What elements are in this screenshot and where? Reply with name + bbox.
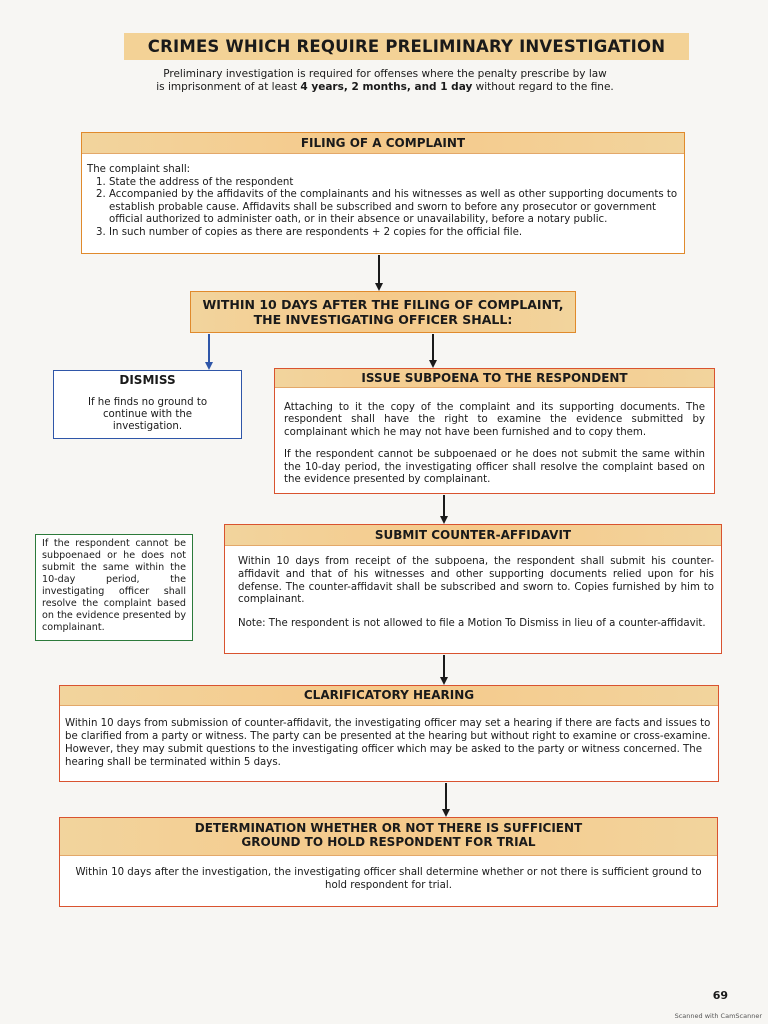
hearing-header: CLARIFICATORY HEARING [60, 686, 718, 706]
intro-line-2-bold: 4 years, 2 months, and 1 day [300, 81, 473, 93]
side-note-box: If the respondent cannot be subpoenaed or he does not submit the same within the 10-day period, the investigating officer shall resolve the complaint based on the evidence presented by complainant. [35, 534, 193, 641]
scanner-watermark: Scanned with CamScanner [674, 1012, 762, 1020]
determination-header-line-1: DETERMINATION WHETHER OR NOT THERE IS SUFFICIENT [194, 821, 583, 835]
page-title: CRIMES WHICH REQUIRE PRELIMINARY INVESTIGATION [124, 33, 689, 60]
subpoena-header: ISSUE SUBPOENA TO THE RESPONDENT [275, 369, 714, 388]
counter-p2: Note: The respondent is not allowed to file a Motion To Dismiss in lieu of a counter-affidavit. [238, 618, 706, 630]
within-box [190, 291, 576, 333]
within-line-2: THE INVESTIGATING OFFICER SHALL: [253, 312, 513, 327]
filing-header: FILING OF A COMPLAINT [82, 133, 684, 154]
subpoena-p1: Attaching to it the copy of the complaint and its supporting documents. The respondent shall have the right to examine the evidence submitted by complainant which he may not have been furnished and to copy them. [284, 402, 705, 438]
counter-header: SUBMIT COUNTER-AFFIDAVIT [225, 525, 721, 546]
filing-lead: The complaint shall: [87, 164, 191, 175]
filing-box [81, 132, 685, 254]
determination-text: Within 10 days after the investigation, the investigating officer shall determine whether or not there is sufficient ground to hold respondent for trial. [75, 867, 702, 891]
hearing-box [59, 685, 719, 782]
intro-line-1: Preliminary investigation is required for offenses where the penalty prescribe by law [163, 68, 607, 80]
dismiss-box [53, 370, 242, 439]
determination-box [59, 817, 718, 907]
determination-header [60, 818, 717, 856]
hearing-text: Within 10 days from submission of counter-affidavit, the investigating officer may set a hearing if there are facts and issues to be clarified from a party or witness. The party can be presented at the hearing but without right to examine or cross-examine. However, they may submit questions to the investigating officer which may be asked to the party or witness concerned. The hearing shall be terminated within 5 days. [65, 718, 711, 768]
counter-body [225, 546, 721, 631]
intro-line-2-pre: is imprisonment of at least [156, 81, 301, 93]
dismiss-text: If he finds no ground to continue with the investigation. [87, 397, 208, 432]
dismiss-header: DISMISS [119, 373, 176, 387]
subpoena-box [274, 368, 715, 494]
filing-item-1: 1. State the address of the respondent [109, 177, 678, 190]
counter-box [224, 524, 722, 654]
intro-line-2-post: without regard to the fine. [472, 81, 614, 93]
subpoena-body [275, 388, 714, 486]
filing-item-3: 3. In such number of copies as there are respondents + 2 copies for the official file. [109, 227, 678, 240]
filing-list [87, 177, 678, 240]
intro-text [120, 68, 650, 94]
filing-body [82, 154, 684, 240]
counter-p1: Within 10 days from receipt of the subpoena, the respondent shall submit his counter-affidavit and that of his witnesses and other supporting documents relied upon for his defense. The counter-affidavit shall be subscribed and sworn to. Copies furnished by him to complainant. [238, 556, 714, 606]
filing-item-2: 2. Accompanied by the affidavits of the complainants and his witnesses as well as other supporting documents to establish probable cause. Affidavits shall be subscribed and sworn to before any prosecutor or government official authorized to administer oath, or in their absence or unavailability, before a notary public. [109, 189, 678, 227]
within-line-1: WITHIN 10 DAYS AFTER THE FILING OF COMPLAINT, [202, 297, 564, 312]
subpoena-p2: If the respondent cannot be subpoenaed or he does not submit the same within the 10-day period, the investigating officer shall resolve the complaint based on the evidence presented by complainant. [284, 449, 705, 486]
page-number: 69 [712, 989, 728, 1002]
intro-line-2 [120, 81, 650, 94]
determination-header-line-2: GROUND TO HOLD RESPONDENT FOR TRIAL [241, 835, 536, 849]
